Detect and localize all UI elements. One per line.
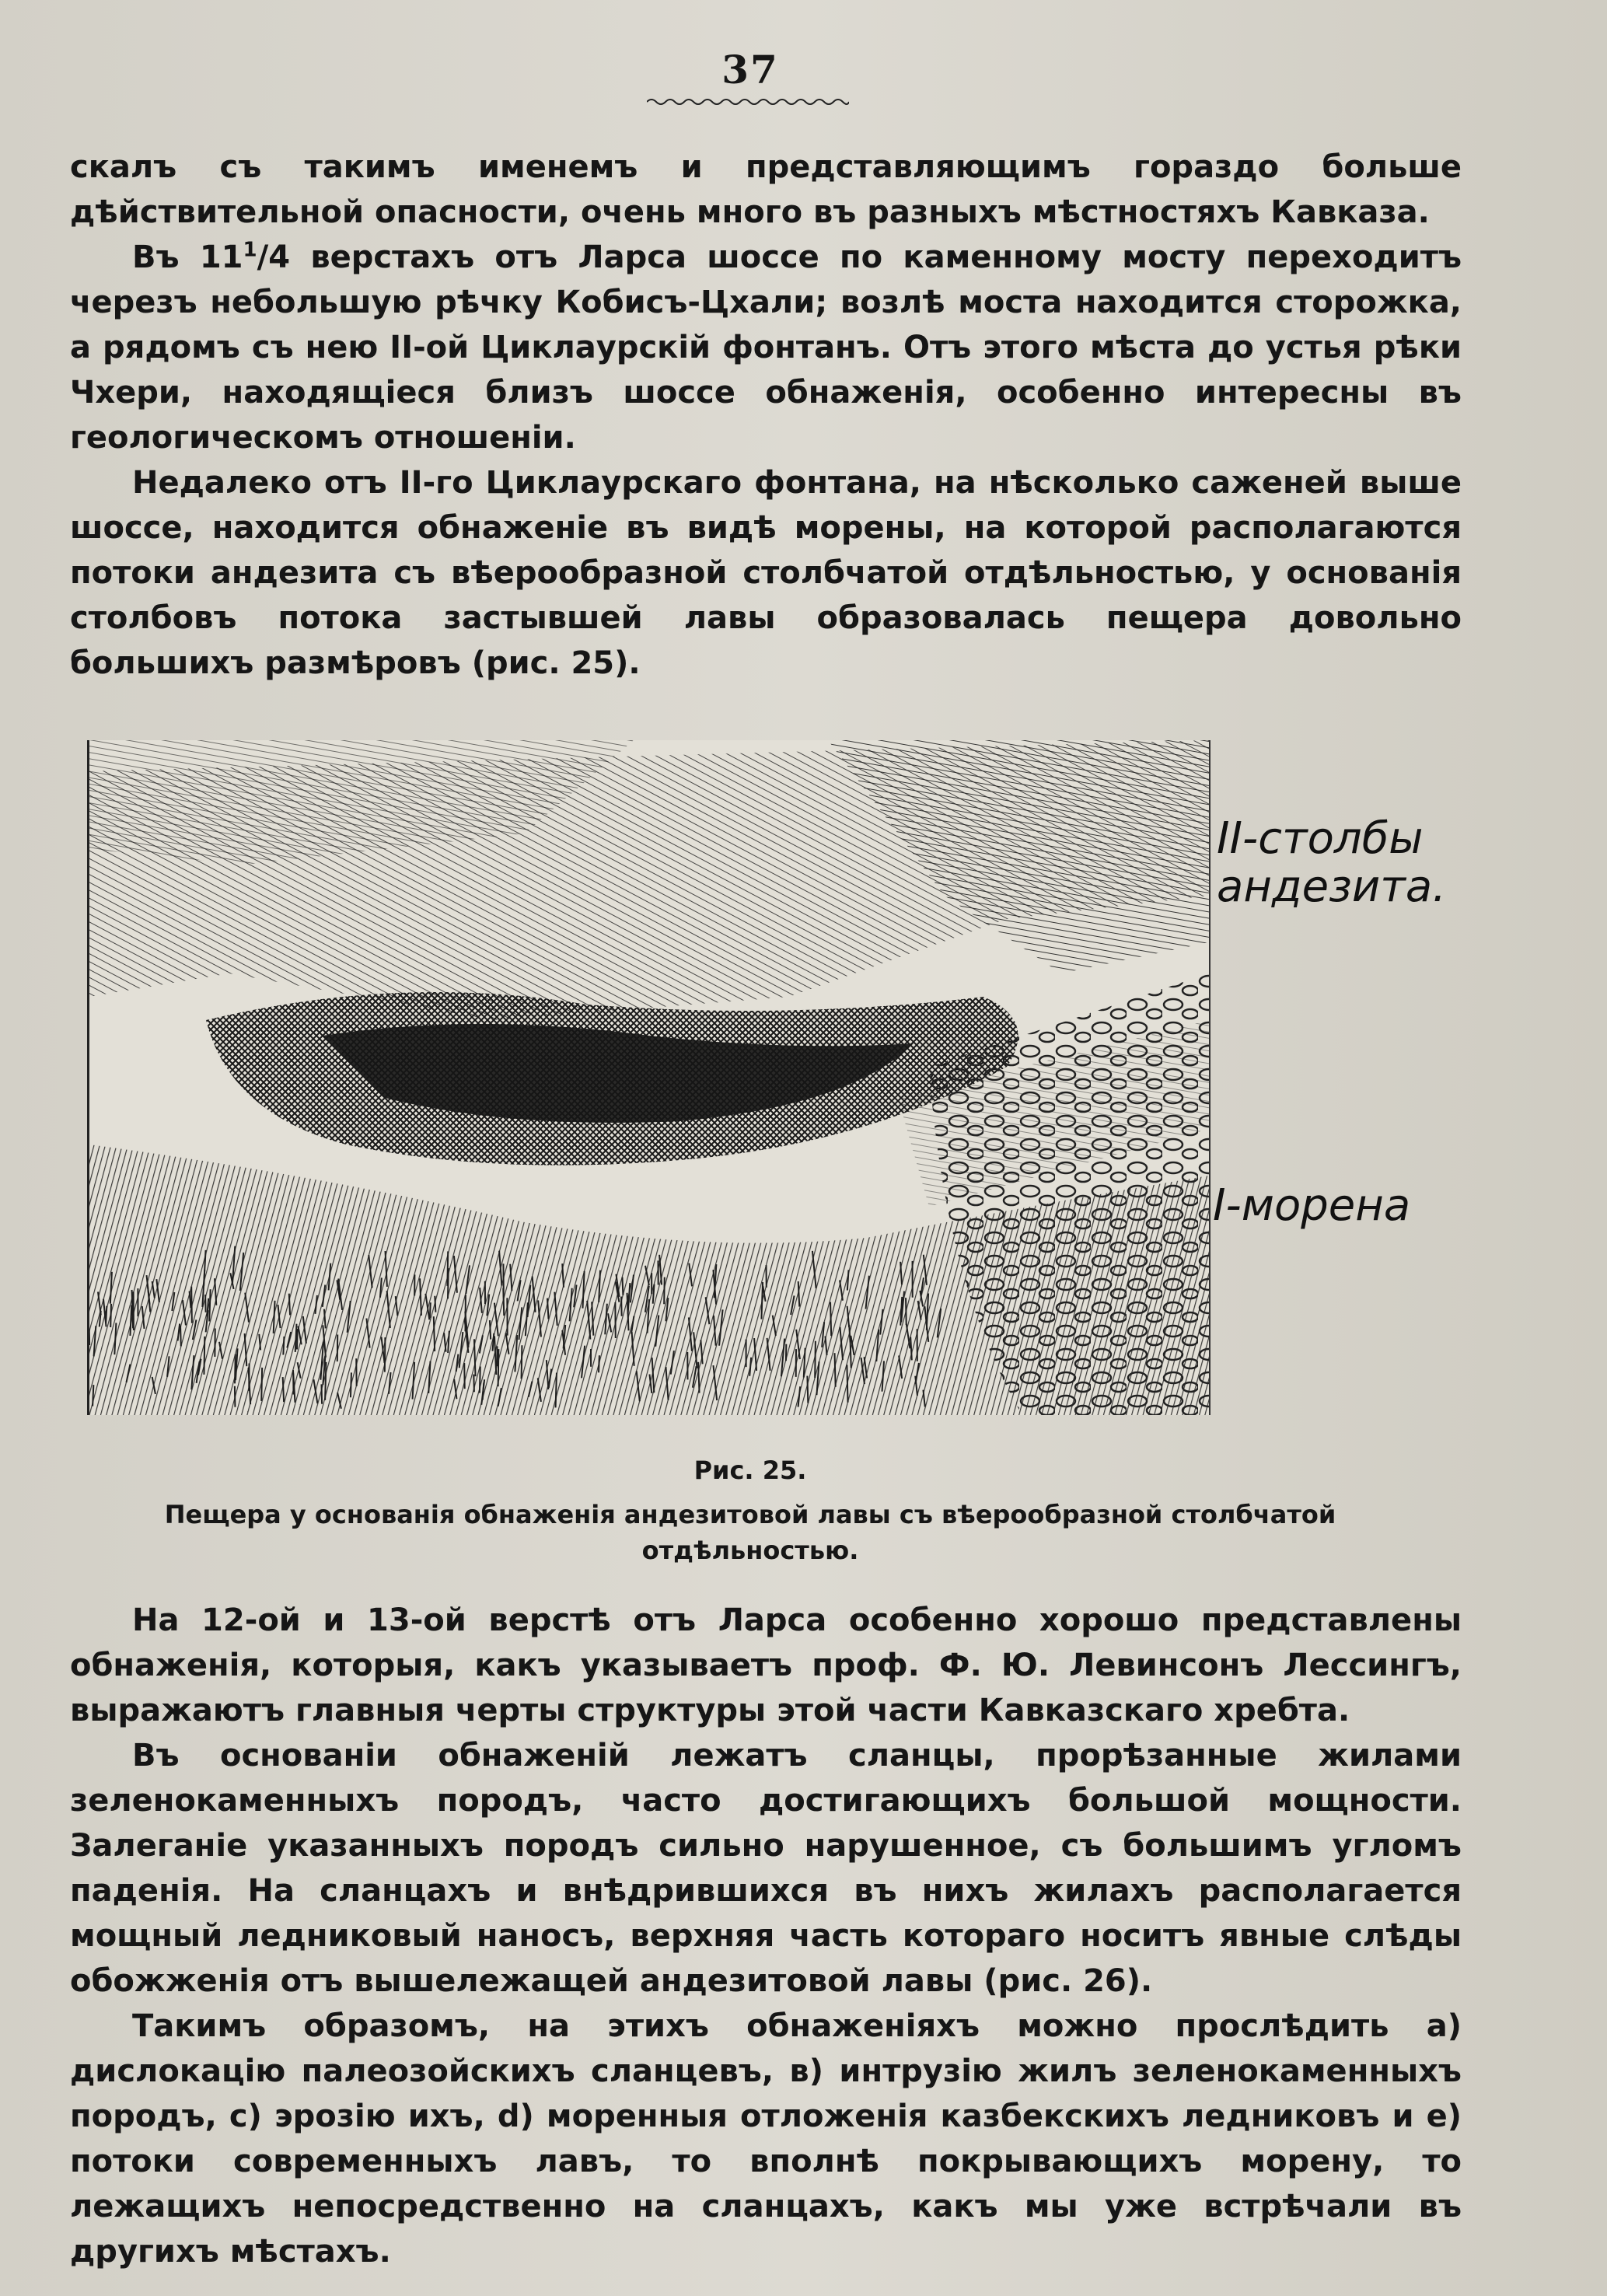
grass-stroke [807,1376,808,1403]
grass-stroke [815,1341,816,1378]
grass-stroke [261,1368,262,1401]
grass-stroke [191,1287,192,1323]
grass-stroke [180,1326,181,1347]
paragraph [70,235,1462,460]
body-text-bottom [70,1598,1462,2274]
grass-stroke [283,1337,284,1355]
grass-stroke [830,1302,831,1337]
grass-stroke [906,1298,907,1325]
body-text-top [70,145,1462,686]
paragraph-rest: верстахъ отъ Ларса шоссе по каменному мосту переходитъ черезъ небольшую рѣчку Кобисъ-Цхали; возлѣ моста находится сторожка, а рядомъ съ нею II-ой Циклаурскій фонтанъ. Отъ этого мѣста до устья рѣки Чхери, находящіеся близъ шоссе обнаженія, особенно интересны въ геологическомъ отношеніи. [70,239,1462,456]
grass-stroke [835,1353,836,1387]
grass-stroke [235,1386,236,1407]
grass-stroke [473,1375,474,1393]
grass-stroke [430,1302,431,1318]
grass-stroke [621,1297,622,1316]
grass-stroke [434,1316,435,1351]
grass-stroke [385,1337,386,1372]
figure-number: Рис. 25. [693,1456,807,1485]
paragraph: скалъ съ такимъ именемъ и представляющимъ гораздо больше дѣйствительной опасности, очень много въ разныхъ мѣстностяхъ Кавказа. [70,149,1462,230]
paragraph: Недалеко отъ II-го Циклаурскаго фонтана, на нѣсколько саженей выше шоссе, находится обнаженіе въ видѣ морены, на которой располагаются потоки андезита съ вѣерообразной столбчатой отдѣльностью, у основанія столбовъ потока застывшей лавы образовалась пещера довольно большихъ размѣровъ (рис. 25). [70,465,1462,681]
grass-stroke [498,1349,499,1386]
decorative-wavy-rule [647,96,849,107]
grass-stroke [622,1277,623,1295]
paragraph: Такимъ образомъ, на этихъ обнаженіяхъ можно прослѣдить а) дислокацію палеозойскихъ сланцевъ, в) интрузію жилъ зеленокаменныхъ породъ, с) эрозію ихъ, d) моренныя отложенія казбекскихъ ледниковъ и е) потоки современныхъ лавъ, то вполнѣ покрывающихъ морену, то лежащихъ непосредственно на сланцахъ, какъ мы уже встрѣчали въ другихъ мѣстахъ. [70,2008,1462,2270]
figure-label-andesite-columns [1217,815,1473,911]
figure-cave-illustration [87,740,1210,1415]
paragraph: Въ основаніи обнаженій лежатъ сланцы, прорѣзанные жилами зеленокаменныхъ породъ, часто достигающихъ большой мощности. Залеганіе указанныхъ породъ сильно нарушенное, съ большимъ угломъ паденія. На сланцахъ и внѣдрившихся въ нихъ жилахъ располагается мощный ледниковый наносъ, верхняя часть котораго носитъ явные слѣды обожженія отъ вышележащей андезитовой лавы (рис. 26). [70,1738,1462,1999]
grass-stroke [209,1289,210,1321]
paragraph: На 12-ой и 13-ой верстѣ отъ Ларса особенно хорошо представлены обнаженія, которыя, какъ указываетъ проф. Ф. Ю. Левинсонъ Лессингъ, выражаютъ главныя черты структуры этой части Кавказскаго хребта. [70,1602,1462,1728]
figure-caption: Пещера у основанія обнаженія андезитовой лавы съ вѣерообразной столбчатой отдѣльностью. [164,1500,1336,1565]
grass-stroke [664,1277,665,1305]
fraction-numerator: 1 [243,238,257,262]
fraction-denominator: /4 [257,239,291,275]
grass-stroke [321,1384,322,1403]
grass-stroke [849,1325,850,1343]
label-line: II-столбы [1217,813,1424,864]
grass-stroke [447,1251,448,1285]
grass-stroke [556,1373,557,1408]
paragraph-lead: Въ 11 [132,239,243,275]
figure-label-moraine: I-морена [1213,1180,1411,1231]
label-line: андезита. [1217,861,1447,912]
grass-stroke [297,1329,298,1349]
page-number: 37 [721,47,779,93]
grass-stroke [289,1294,290,1316]
grass-stroke [490,1320,491,1339]
cave-drawing [89,740,1209,1415]
grass-stroke [325,1362,326,1400]
grass-stroke [110,1304,111,1327]
